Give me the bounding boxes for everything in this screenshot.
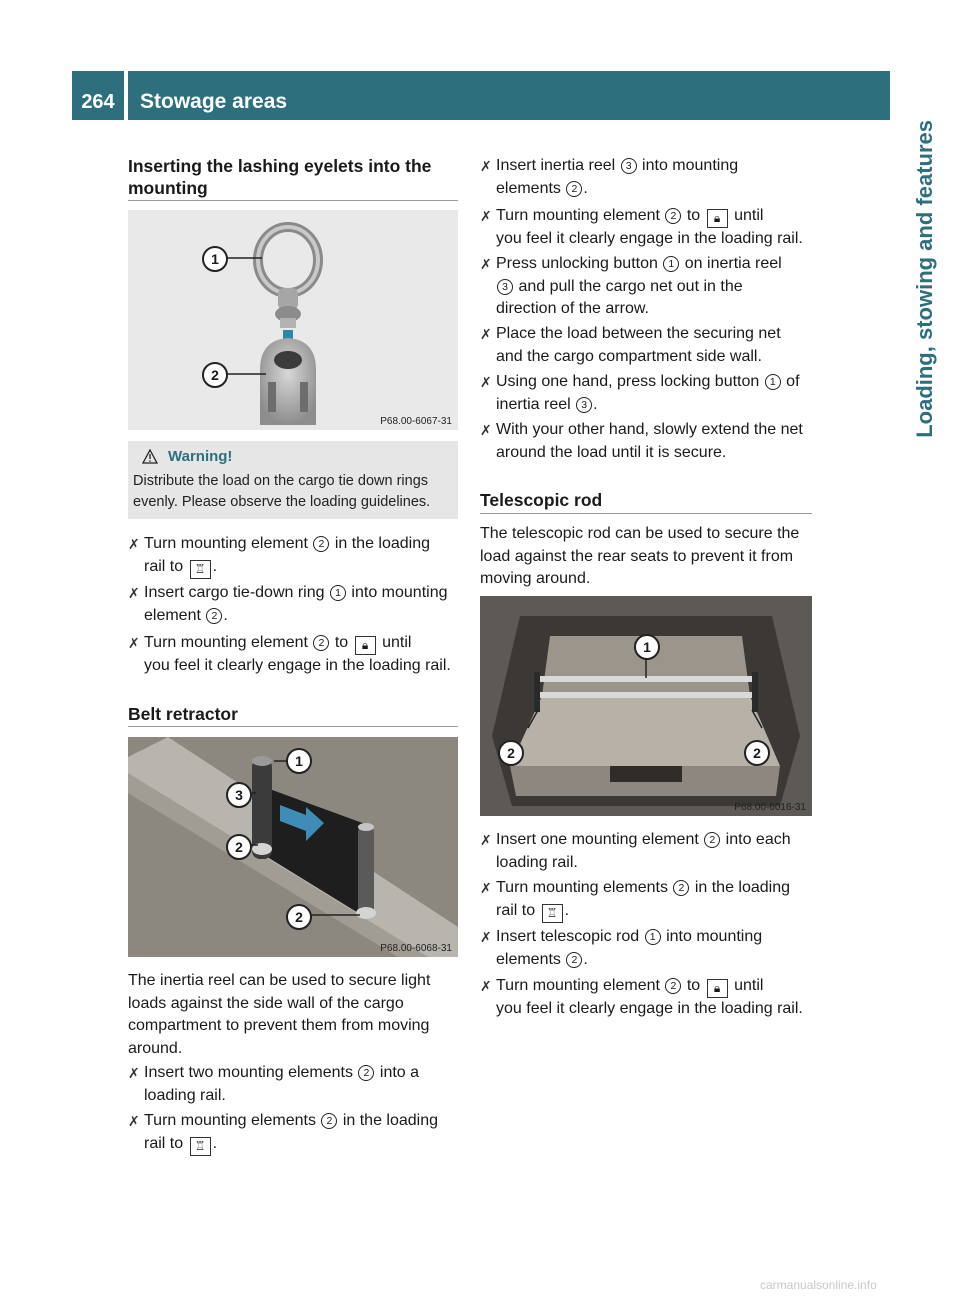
list-item: ✗ Using one hand, press locking button 1 of inertia reel 3 . <box>480 373 800 413</box>
num-2: 2 <box>313 635 329 651</box>
unlock-symbol-icon: ♖ <box>190 1137 211 1156</box>
figure-code: P68.00-6016-31 <box>734 802 806 813</box>
divider <box>128 726 458 727</box>
figure-lashing-eyelet <box>128 210 458 430</box>
divider <box>480 513 812 514</box>
figure-code: P68.00-6068-31 <box>380 943 452 954</box>
list-item: ✗ Place the load between the securing net and the cargo compartment side wall. <box>480 325 781 365</box>
warning-line2: evenly. Please observe the loading guidelines. <box>133 494 431 510</box>
divider <box>128 200 458 201</box>
unlock-symbol-icon: ♖ <box>190 560 211 579</box>
page-number: 264 <box>81 91 115 113</box>
belt-retractor-paragraph: The inertia reel can be used to secure light loads against the side wall of the cargo compartment to prevent them from moving around. <box>128 972 431 1057</box>
warning-title: Warning! <box>168 448 233 465</box>
callout-1: 1 <box>202 246 228 272</box>
figure-belt-retractor <box>128 737 458 957</box>
list-item: ✗ Insert cargo tie-down ring 1 into mounting element 2 . <box>128 584 448 624</box>
section-title-lashing-line1: Inserting the lashing eyelets into the <box>128 156 432 176</box>
telescopic-rod-illustration <box>480 596 812 816</box>
list-item: ✗ Turn mounting element 2 to 🔒︎ until you feel it clearly engage in the loading rail. <box>480 207 803 247</box>
figure-telescopic-rod <box>480 596 812 816</box>
callout-2: 2 <box>498 740 524 766</box>
list-item: ✗ Turn mounting element 2 to 🔒︎ until you feel it clearly engage in the loading rail. <box>128 634 451 674</box>
callout-1: 1 <box>286 748 312 774</box>
lashing-eyelet-illustration <box>128 210 458 430</box>
list-item: ✗ Turn mounting element 2 to 🔒︎ until you feel it clearly engage in the loading rail. <box>480 977 803 1017</box>
page-title: Stowage areas <box>140 90 288 113</box>
figure-code: P68.00-6067-31 <box>380 416 452 427</box>
num-2: 2 <box>358 1065 374 1081</box>
warning-triangle-icon <box>142 449 158 464</box>
callout-2: 2 <box>226 834 252 860</box>
telescopic-rod-paragraph: The telescopic rod can be used to secure the load against the rear seats to prevent it from moving around. <box>480 525 800 587</box>
list-item: ✗ Insert one mounting element 2 into each loading rail. <box>480 831 791 871</box>
num-1: 1 <box>330 585 346 601</box>
list-item: ✗ Turn mounting elements 2 in the loading rail to ♖ . <box>128 1110 474 1156</box>
footer-watermark[interactable]: carmanualsonline.info <box>760 1278 877 1292</box>
lock-symbol-icon: 🔒︎ <box>707 209 728 228</box>
unlock-symbol-icon: ♖ <box>542 904 563 923</box>
callout-2: 2 <box>744 740 770 766</box>
num-2: 2 <box>313 536 329 552</box>
list-item: ✗ Turn mounting element 2 in the loading rail to ♖ . <box>128 533 474 579</box>
sidebar-label: Loading, stowing and features <box>912 120 937 438</box>
num-2: 2 <box>321 1113 337 1129</box>
header-separator <box>124 71 128 120</box>
list-item: ✗ Press unlocking button 1 on inertia reel 3 and pull the cargo net out in the direction of the arrow. <box>480 255 782 317</box>
list-item: ✗ With your other hand, slowly extend the net around the load until it is secure. <box>480 421 803 461</box>
list-item: ✗ Turn mounting elements 2 in the loading rail to ♖ . <box>480 877 830 923</box>
callout-2: 2 <box>286 904 312 930</box>
callout-2: 2 <box>202 362 228 388</box>
section-title-lashing-line2: mounting <box>128 178 208 198</box>
list-item: ✗ Insert two mounting elements 2 into a loading rail. <box>128 1064 420 1104</box>
list-item: ✗ Insert telescopic rod 1 into mounting elements 2 . <box>480 928 763 968</box>
lock-symbol-icon: 🔒︎ <box>355 636 376 655</box>
warning-line1: Distribute the load on the cargo tie down rings <box>133 473 429 489</box>
sidebar-tab <box>896 120 954 680</box>
callout-1: 1 <box>634 634 660 660</box>
warning-text <box>133 471 457 513</box>
num-2: 2 <box>206 608 222 624</box>
lock-symbol-icon: 🔒︎ <box>707 979 728 998</box>
list-item: ✗ Insert inertia reel 3 into mounting elements 2 . <box>480 157 739 197</box>
section-title-telescopic-rod: Telescopic rod <box>480 490 603 510</box>
callout-3: 3 <box>226 782 252 808</box>
section-title-belt-retractor: Belt retractor <box>128 704 238 724</box>
